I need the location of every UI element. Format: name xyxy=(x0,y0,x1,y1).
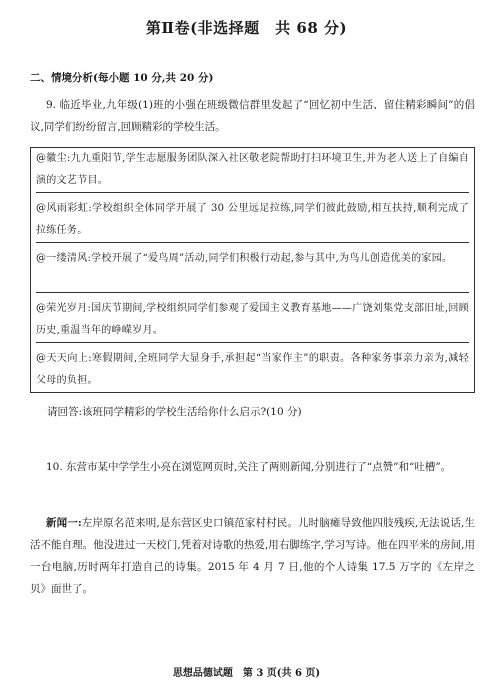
news-one xyxy=(30,512,475,600)
message-item: @风雨彩虹:学校组织全体同学开展了 30 公里远足拉练,同学们彼此鼓励,相互扶持,顺利完成了拉练任务。 xyxy=(36,198,469,243)
question-10-stem: 10. 东营市某中学学生小亮在浏览网页时,关注了两则新闻,分别进行了“点赞”和“吐槽”。 xyxy=(46,461,452,473)
question-9-stem: 9. 临近毕业,九年级(1)班的小强在班级微信群里发起了“回忆初中生活、留住精彩瞬间”的倡议,同学们纷纷留言,回顾精彩的学校生活。 xyxy=(30,99,475,133)
message-item: @一缕清风:学校开展了“爱鸟周”活动,同学们积极行动起,参与其中,为鸟儿创造优美的家园。 xyxy=(36,248,469,293)
page-footer: 思想品德试题 第 3 页(共 6 页) xyxy=(172,668,321,679)
news-one-text: 左岸原名范来明,是东营区史口镇范家村村民。儿时脑瘫导致他四肢残疾,无法说话,生活不能自理。他没进过一天校门,凭着对诗歌的热爱,用右脚练字,学习写诗。他在四平米的房间,用一台电脑,历时两年打造自己的诗集。2015 年 4 月 7 日,他的个人诗集 17.5 万字的《左岸之贝》面世了。 xyxy=(30,517,475,595)
section-heading: 二、情境分析(每小题 10 分,共 20 分) xyxy=(30,72,214,84)
message-item: @荣光岁月:国庆节期间,学校组织同学们参观了爱国主义教育基地——广饶刘集党支部旧址,回顾历史,重温当年的峥嵘岁月。 xyxy=(36,298,469,343)
paper-section-title: 第Ⅱ卷(非选择题 共 68 分) xyxy=(145,19,348,37)
message-item: @徽尘:九九重阳节,学生志愿服务团队深入社区敬老院帮助打扫环境卫生,并为老人送上了自编自演的文艺节目。 xyxy=(36,148,469,193)
news-one-label: 新闻一: xyxy=(46,517,82,529)
wechat-messages-box xyxy=(30,147,475,393)
question-9-ask: 请回答:该班同学精彩的学校生活给你什么启示?(10 分) xyxy=(47,406,302,418)
message-item: @天天向上:寒假期间,全班同学大显身手,承担起“当家作主”的职责。各种家务事亲力亲为,减轻父母的负担。 xyxy=(36,353,469,386)
